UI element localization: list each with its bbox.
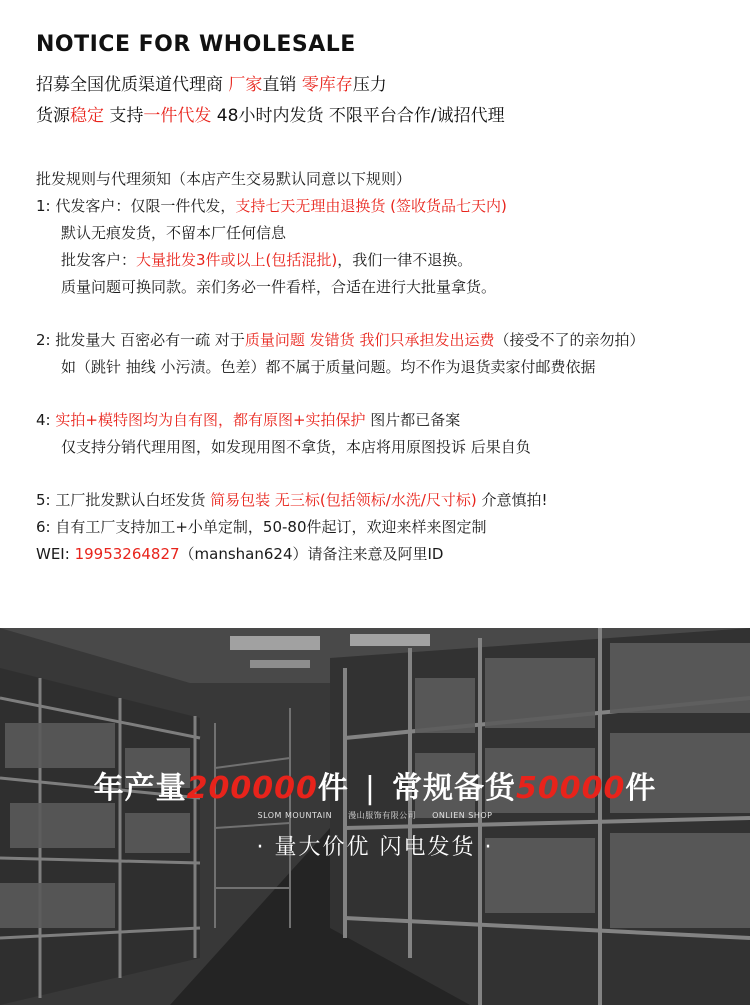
rule-1-quality: 质量问题可换同款。亲们务必一件看样，合适在进行大批量拿货。	[61, 278, 497, 296]
banner-headline: 年产量200000件 | 常规备货50000件	[93, 771, 657, 806]
contact-phone[interactable]: 19953264827	[74, 545, 180, 563]
banner-company-line: SLOM MOUNTAIN 漫山服饰有限公司 ONLIEN SHOP	[257, 811, 493, 820]
rule-4-photos: 4: 实拍+模特图均为自有图，都有原图+实拍保护 图片都已备案	[36, 411, 461, 429]
rules-heading: 批发规则与代理须知（本店产生交易默认同意以下规则）	[36, 170, 412, 188]
rule-2-volume: 2: 批发量大 百密必有一疏 对于质量问题 发错货 我们只承担发出运费（接受不了的亲勿拍）	[36, 331, 645, 349]
rule-4-usage: 仅支持分销代理用图，如发现用图不拿货，本店将用原图投诉 后果自负	[61, 438, 531, 456]
headline-recruit: 招募全国优质渠道代理商 厂家直销 零库存压力	[36, 75, 387, 95]
rule-1-dropship: 1: 代发客户：仅限一件代发，支持七天无理由退换货 (签收货品七天内)	[36, 197, 507, 215]
rules-section	[36, 166, 726, 568]
warehouse-banner	[0, 628, 750, 1005]
rule-5-packaging: 5: 工厂批发默认白坯发货 简易包装 无三标(包括领标/水洗/尺寸标) 介意慎拍!	[36, 491, 548, 509]
contact-wei: WEI: 19953264827（manshan624）请备注来意及阿里ID	[36, 545, 444, 563]
rule-6-custom: 6: 自有工厂支持加工+小单定制，50-80件起订，欢迎来样来图定制	[36, 518, 487, 536]
rule-2-defects: 如（跳针 抽线 小污渍。色差）都不属于质量问题。均不作为退货卖家付邮费依据	[61, 358, 596, 376]
page-title: NOTICE FOR WHOLESALE	[36, 32, 356, 57]
rule-1-wholesale: 批发客户：大量批发3件或以上(包括混批)，我们一律不退换。	[61, 251, 473, 269]
rule-1-no-trace: 默认无痕发货，不留本厂任何信息	[61, 224, 287, 242]
banner-slogan: · 量大价优 闪电发货 ·	[256, 835, 494, 860]
headline-supply: 货源稳定 支持一件代发 48小时内发货 不限平台合作/诚招代理	[36, 106, 505, 126]
